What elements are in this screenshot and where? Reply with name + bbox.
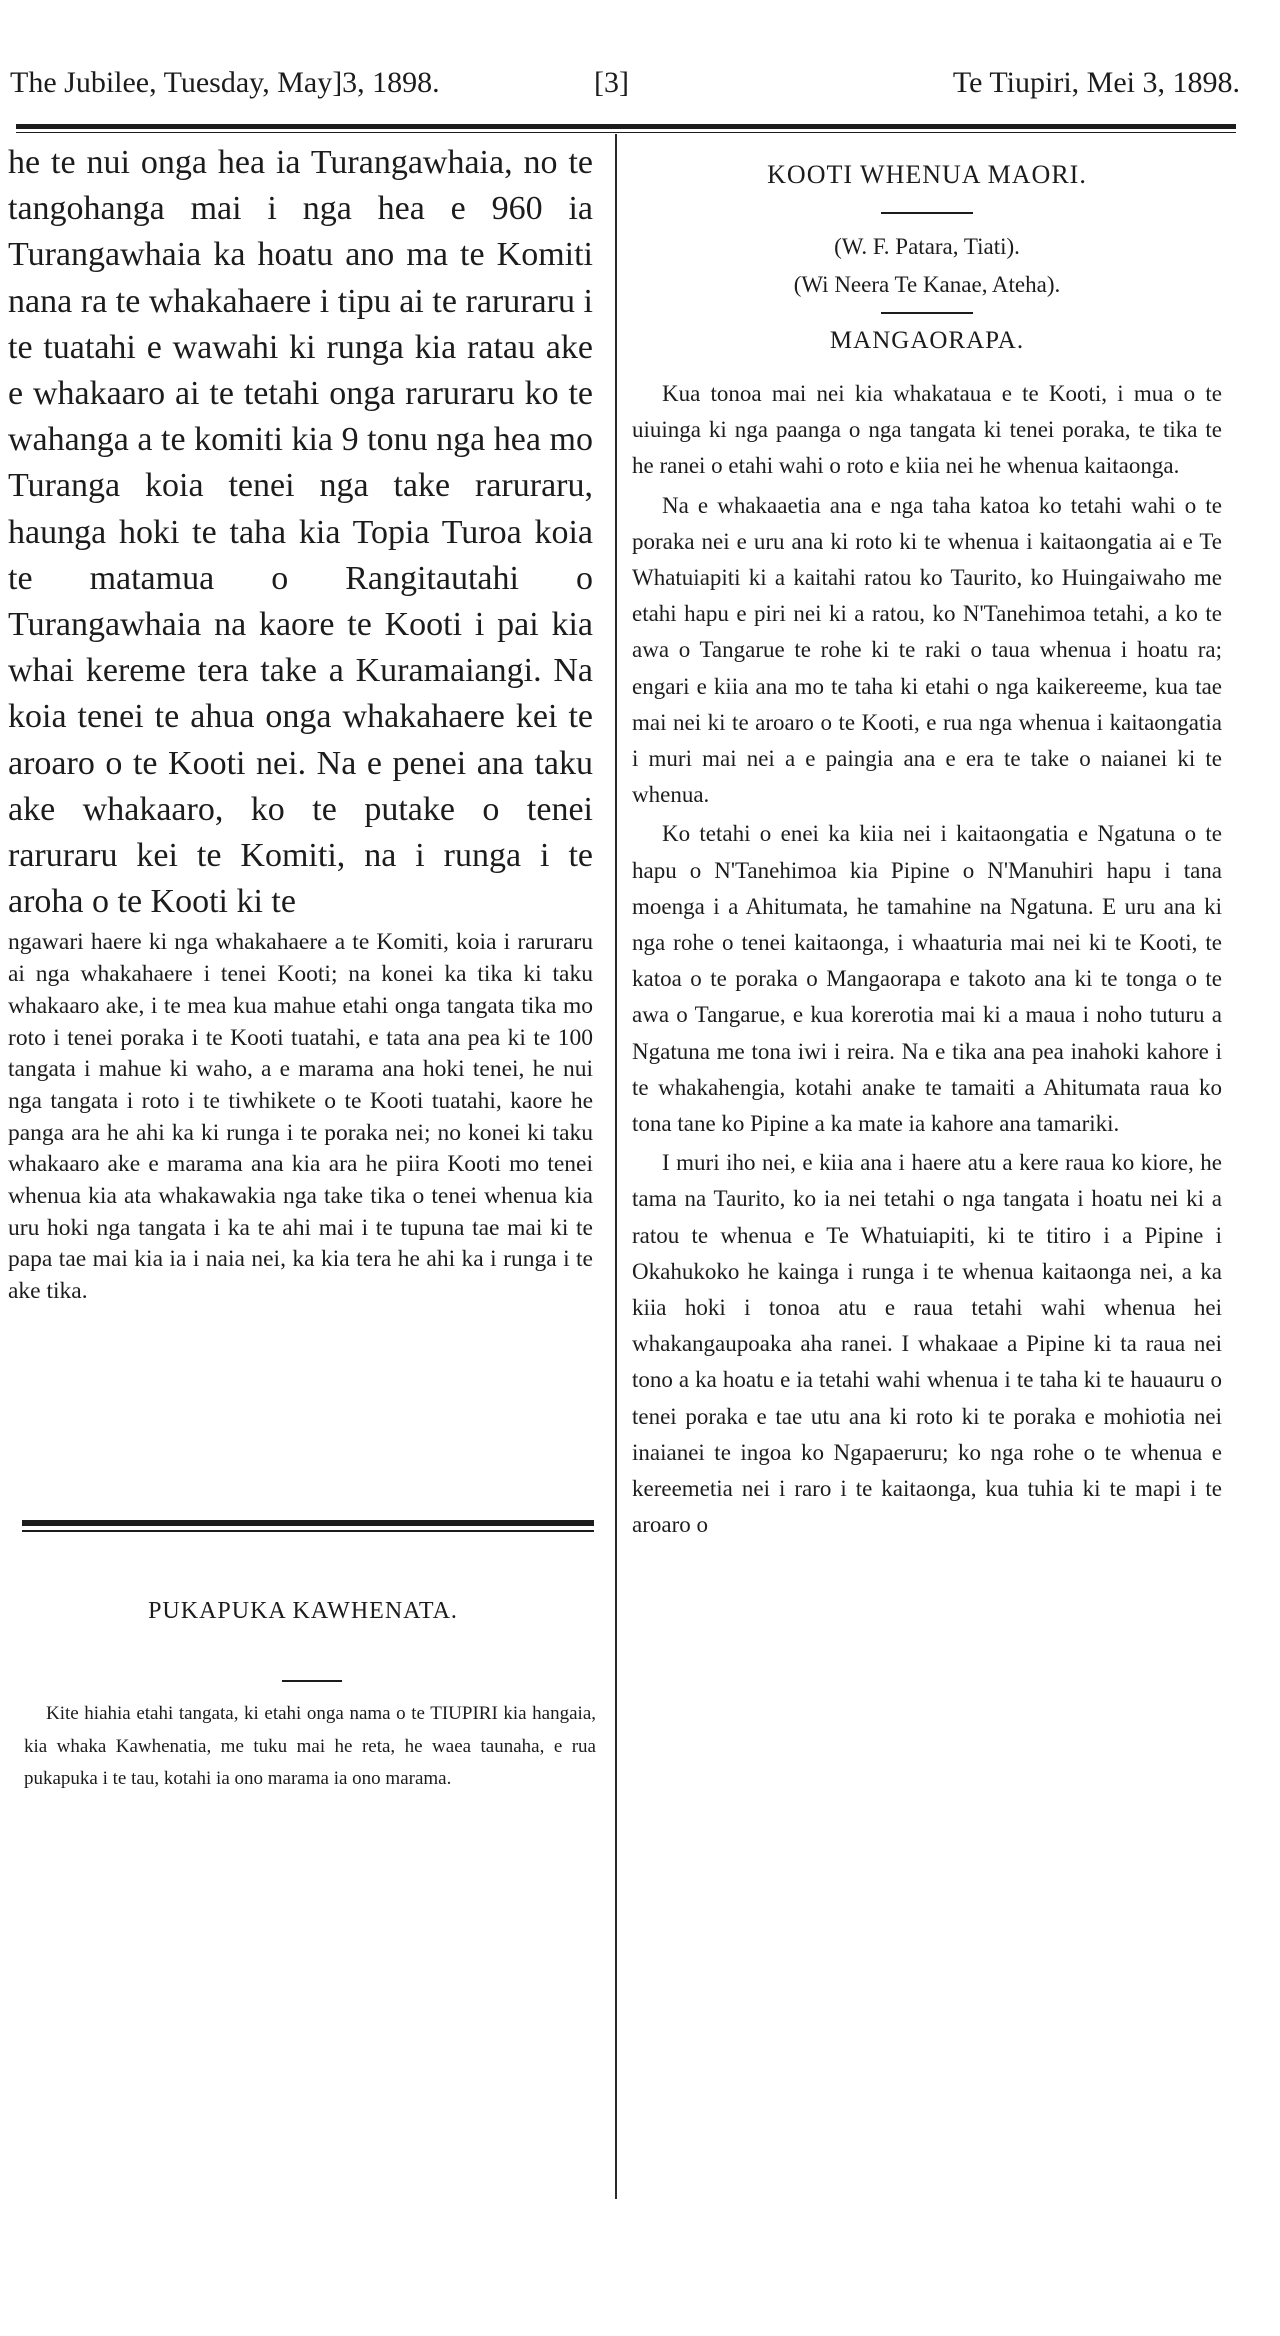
block-heading: MANGAORAPA.: [829, 327, 1025, 354]
report-paragraph: Ko tetahi o enei ka kiia nei i kaitaongatia e Ngatuna o te hapu o N'Tanehimoa kia Pipine o N'Manuhiri hapu i tana moenga i a Ahitumata, he tamahine na Ngatuna. E uru ana ki nga rohe o tenei kaitaonga, i whaaturia mai nei ki te Kooti, te katoa o te poraka o Mangaorapa e takoto ana ki te tonga o te awa o Tangarue, e kua korerotia mai ki a maua i noho tuturu a Ngatuna me tona iwi i reira. Na e tika ana pea inahoki kahore i te whakahengia, kotahi anake te tamaiti a Ahitumata raua ko tona tane ko Pipine a ka mate ia kahore ana tamariki.: [632, 821, 1222, 1137]
report-paragraph: I muri iho nei, e kiia ana i haere atu a kere raua ko kiore, he tama na Taurito, ko ia nei tetahi o nga tangata i hoatu nei ki a ratou te whenua e Te Whatuiapiti, ki te titiro i a Pipine i Okahukoko he kainga i runga i te whenua kaitaonga nei, a ka kiia hoki i tonoa atu e raua tetahi wahi whenua hei whakangaupoaka aha ranei. I whakaae a Pipine ki ta raua nei tono a ka hoatu e ia tetahi wahi whenua i te taha ki te hauauru o tenei poraka e tae utu ana ki roto ki te poraka e mohiotia nei inaianei te ingoa ko Ngapaeruru; ko nga rohe o te whenua e kereemetia nei i raro i te kaitaonga, kua tuhia ki te mapi i te aroaro o: [632, 1150, 1222, 1538]
left-large-text: [8, 140, 593, 925]
left-small-text: [8, 927, 593, 1307]
pukapuka-paragraph: Kite hiahia etahi tangata, ki etahi onga nama o te TIUPIRI kia hangaia, kia whaka Kawhenatia, me tuku mai he reta, he waea taunaha, e rua pukapuka i te tau, kotahi ia ono marama ia ono marama.: [24, 1703, 596, 1790]
pukapuka-heading: PUKAPUKA KAWHENATA.: [148, 1598, 458, 1624]
header-maori-title: Te Tiupiri, Mei 3, 1898.: [952, 66, 1240, 99]
article-paragraph-small: ngawari haere ki nga whakahaere a te Komiti, koia i raruraru ai nga whakahaere i tenei Kooti; na konei ka tika ki taku whakaaro ake, i te mea kua mahue etahi onga tangata tika mo roto i tenei poraka i te Kooti tuatahi, e tata ana pea ki te 100 tangata i mahue ki waho, a e marama ana hoki tenei, he nui nga tangata i roto i te tiwhikete o te Kooti tuatahi, kaore he panga ara he ahi ka ki runga i te poraka nei; no konei ki taku whakaaro ake e marama ana kia ara he piira Kooti mo tenei whenua kia ata whakawakia nga take tika o tenei whenua kia uru hoki nga tangata i ka te ahi mai i te tupuna tae mai ki te papa tae mai kia ia i naia nei, ka kia tera he ahi ka i runga i te ake tika.: [8, 929, 593, 1305]
report-paragraph: Kua tonoa mai nei kia whakataua e te Kooti, i mua o te uiuinga ki nga paanga o nga tangata ki tenei poraka, te tika te he ranei o etahi wahi o roto e kiia nei he whenua kaitaonga.: [632, 381, 1222, 479]
report-paragraph: Na e whakaaetia ana e nga taha katoa ko tetahi wahi o te poraka nei e uru ana ki roto ki te whenua i kaitaongatia ai e Te Whatuiapiti ki a kaitahi ratou ko Taurito, ko Huingaiwaho me etahi hapu e piri nei ki a ratou, ko N'Tanehimoa tetahi, a ko te awa o Tangarue te rohe ki te raki o taua whenua i hoatu ra; engari e kiia ana mo te taha ki etahi o nga kaikereeme, kua tae mai nei ki te aroaro o te Kooti, e rua nga whenua i kaitaongatia i muri mai nei a e paingia ana e era te take o naianei ki te whenua.: [632, 492, 1222, 808]
header-rule-thick: [16, 124, 1236, 129]
right-column: [632, 158, 1222, 1547]
column-divider: [615, 134, 617, 2199]
judge-rule: [881, 312, 973, 314]
left-column: [8, 140, 593, 1308]
article-paragraph-large: he te nui onga hea ia Turangawhaia, no te tangohanga mai i nga hea e 960 ia Turangawhaia ka hoatu ano ma te Komiti nana ra te whakahaere i tipu ai te raruraru i te tuatahi e wawahi ki runga kia ratau ake e whakaaro ai te tetahi onga raruraru ko te wahanga a te komiti kia 9 tonu nga hea mo Turanga koia tenei nga take raruraru, haunga hoki te taha kia Topia Turoa koia te matamua o Rangitautahi o Turangawhaia na kaore te Kooti i pai kia whai kereme tera take a Kuramaiangi. Na koia tenei te ahua onga whakahaere kei te aroaro o te Kooti nei. Na e penei ana taku ake whakaaro, ko te putake o tenei raruraru kei te Komiti, na i runga i te aroha o te Kooti ki te: [8, 144, 593, 921]
header-english-title: The Jubilee, Tuesday, May]3, 1898.: [10, 66, 440, 99]
assessor-line: (Wi Neera Te Kanae, Ateha).: [793, 272, 1061, 297]
court-heading-rule: [881, 212, 973, 214]
section-rule-thick: [22, 1520, 594, 1526]
page-number: [3]: [594, 66, 629, 99]
pukapuka-notice: [24, 1698, 596, 1796]
court-heading: KOOTI WHENUA MAORI.: [767, 160, 1087, 189]
court-report-body: [632, 376, 1222, 1544]
page-header: [0, 66, 1280, 110]
judge-line: (W. F. Patara, Tiati).: [834, 234, 1020, 259]
section-rule-thin: [22, 1530, 594, 1532]
header-rule-thin: [16, 132, 1236, 133]
pukapuka-divider: [282, 1680, 342, 1682]
